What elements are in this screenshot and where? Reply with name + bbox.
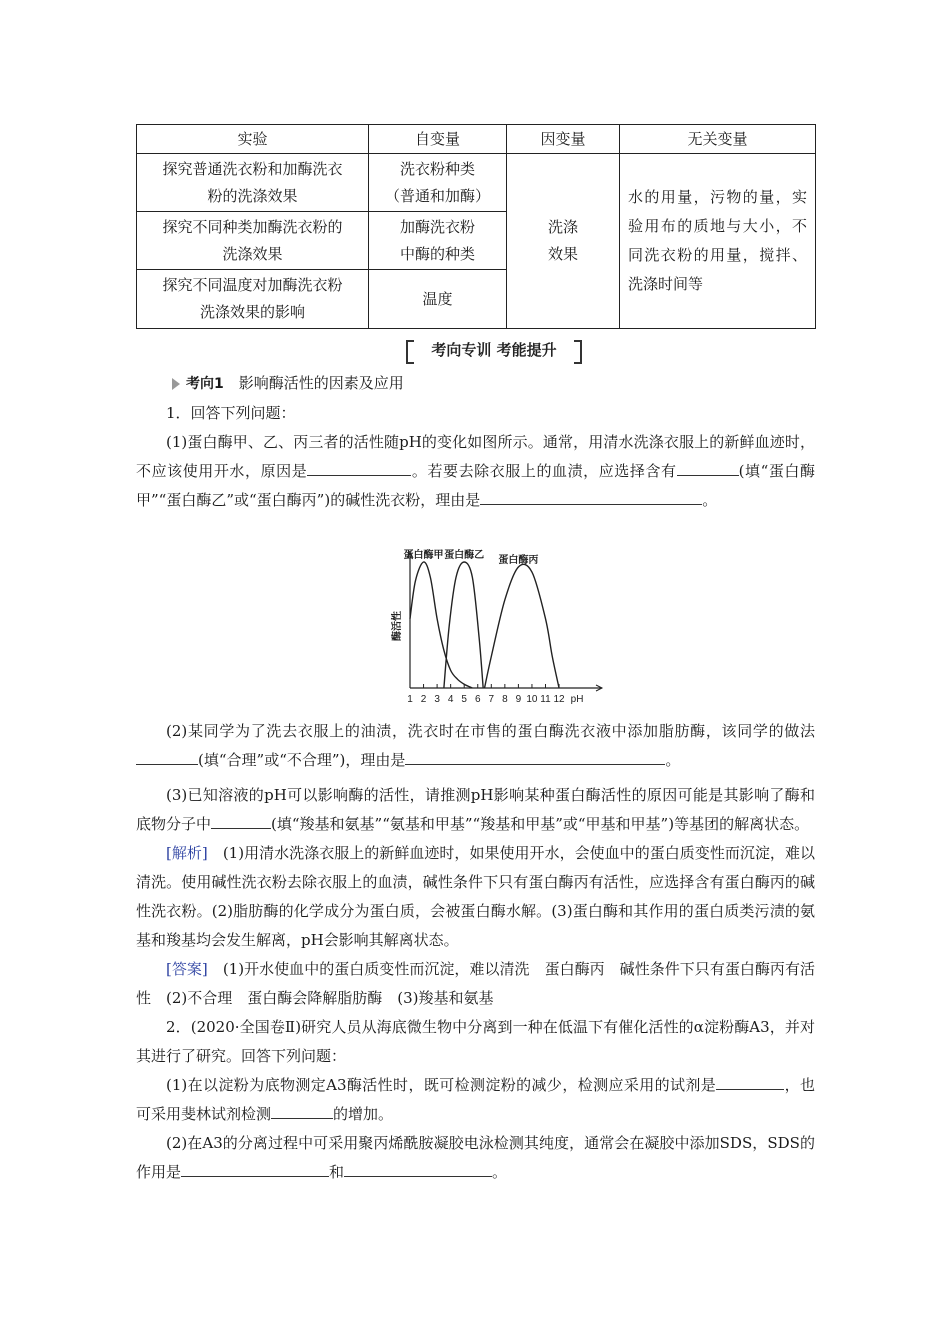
answer-blank[interactable] — [271, 1100, 333, 1119]
topic-label: 考向1 — [186, 376, 224, 392]
topic-heading — [136, 369, 815, 399]
triangle-icon — [172, 378, 180, 390]
cell-line: 洗涤 — [547, 218, 578, 236]
x-tick-label: 7 — [488, 694, 495, 705]
question-1-block — [136, 369, 815, 515]
q1-p2-text-b: (填“合理”或“不合理”)，理由是 — [198, 751, 406, 769]
topic-title: 影响酶活性的因素及应用 — [238, 374, 404, 392]
cell-line: 温度 — [422, 289, 453, 308]
x-axis-label: pH — [570, 694, 584, 705]
cell-line: 加酶洗衣粉 — [399, 217, 475, 236]
cell-line: 探究不同种类加酶洗衣粉的 — [162, 217, 343, 236]
answer-blank[interactable] — [405, 746, 649, 765]
answer-blank[interactable] — [136, 746, 198, 765]
x-tick-label: 12 — [553, 694, 565, 705]
experiment-table — [136, 124, 816, 329]
iv-cell — [369, 270, 507, 329]
answer-blank[interactable] — [649, 746, 665, 765]
table-header: 无关变量 — [620, 125, 816, 154]
table-header: 因变量 — [507, 125, 620, 154]
question-1-rest — [136, 717, 815, 1187]
answer-text: (1)开水使血中的蛋白质变性而沉淀，难以清洗 蛋白酶丙 碱性条件下只有蛋白酶丙有活性 (2)不合理 蛋白酶会降解脂肪酶 (3)羧基和氨基 — [136, 960, 815, 1007]
answer-tag: [答案] — [166, 960, 208, 978]
series-label: 蛋白酶乙 — [444, 550, 485, 561]
table-header: 自变量 — [369, 125, 507, 154]
x-tick-label: 9 — [515, 694, 522, 705]
bracket-left — [406, 340, 414, 364]
q1-analysis — [136, 839, 815, 955]
answer-blank[interactable] — [572, 486, 702, 505]
q2-intro: 2．(2020·全国卷Ⅱ)研究人员从海底微生物中分离到一种在低温下有催化活性的α淀粉酶A3，并对其进行了研究。回答下列问题： — [136, 1018, 815, 1065]
q1-part-3 — [136, 781, 815, 839]
series-label: 蛋白酶甲 — [403, 550, 444, 561]
q2-p1-text-a: (1)在以淀粉为底物测定A3酶活性时，既可检测淀粉的减少，检测应采用的试剂是 — [166, 1076, 717, 1094]
table-header: 实验 — [137, 125, 369, 154]
experiment-cell — [137, 212, 369, 270]
q2-part-2 — [136, 1129, 815, 1187]
q2-p2-text-b: 和 — [329, 1163, 345, 1181]
banner-title: 考向专训 考能提升 — [431, 341, 557, 359]
x-tick-label: 5 — [461, 694, 467, 705]
q2-p1-text-b: ，也可采用斐林试剂检测 — [136, 1076, 815, 1123]
y-axis-label: 酶活性 — [392, 611, 403, 641]
answer-blank[interactable] — [716, 1071, 750, 1090]
answer-blank[interactable] — [181, 1158, 329, 1177]
q1-p2-text-c: 。 — [665, 751, 681, 769]
iv-cell — [369, 212, 507, 270]
q1-p1-text-c: (填“蛋白酶甲”“蛋白酶乙”或“蛋白酶丙”)的碱性洗衣粉，理由是 — [136, 462, 815, 509]
x-tick-label: 8 — [502, 694, 508, 705]
series-line — [410, 562, 472, 688]
x-tick-label: 11 — [540, 694, 551, 705]
x-tick-label: 3 — [434, 694, 440, 705]
experiment-cell — [137, 154, 369, 212]
cell-line: 粉的洗涤效果 — [207, 186, 298, 205]
cell-line: 洗衣粉种类 — [399, 159, 475, 178]
cell-line: 洗涤效果的影响 — [199, 303, 305, 321]
x-tick-label: 1 — [407, 694, 413, 705]
q1-p1-text-a: (1)蛋白酶甲、乙、丙三者的活性随pH的变化如图所示。通常，用清水洗涤衣服上的新鲜血迹时，不应该使用开水，原因是 — [136, 433, 815, 480]
q1-part-2 — [136, 717, 815, 775]
q1-p3-text-b: (填“羧基和氨基”“氨基和甲基”“羧基和甲基”或“甲基和甲基”)等基团的解离状态。 — [271, 815, 810, 833]
answer-blank[interactable] — [344, 1158, 492, 1177]
q2-p2-text-a: (2)在A3的分离过程中可采用聚丙烯酰胺凝胶电泳检测其纯度，通常会在凝胶中添加SDS，SDS的作用是 — [136, 1134, 815, 1181]
q1-p3-text-a: (3)已知溶液的pH可以影响酶的活性，请推测pH影响某种蛋白酶活性的原因可能是其影响了酶和底物分子中 — [136, 786, 815, 833]
cell-line: 洗涤效果 — [222, 244, 283, 263]
answer-blank[interactable] — [480, 486, 572, 505]
enzyme-activity-chart — [370, 546, 610, 710]
q1-answer — [136, 955, 815, 1013]
cell-line: （普通和加酶） — [384, 186, 490, 205]
q2-part-1 — [136, 1071, 815, 1129]
q1-p2-text-a: (2)某同学为了洗去衣服上的油渍，洗衣时在市售的蛋白酶洗衣液中添加脂肪酶，该同学的做法 — [166, 722, 815, 740]
q1-p1-text-d: 。 — [702, 491, 718, 509]
q2-p1-text-c: 的增加。 — [333, 1105, 394, 1123]
analysis-text: (1)用清水洗涤衣服上的新鲜血迹时，如果使用开水，会使血中的蛋白质变性而沉淀，难以清洗。使用碱性洗衣粉去除衣服上的血渍，碱性条件下只有蛋白酶丙有活性，应选择含有蛋白酶丙的碱性洗衣粉。(2)脂肪酶的化学成分为蛋白质，会被蛋白酶水解。(3)蛋白酶和其作用的蛋白质类污渍的氨基和羧基均会发生解离，pH会影响其解离状态。 — [136, 844, 815, 949]
x-tick-label: 2 — [420, 694, 427, 705]
q1-part-1 — [136, 428, 815, 515]
iv-cell — [369, 154, 507, 212]
answer-blank[interactable] — [307, 457, 411, 476]
answer-blank[interactable] — [677, 457, 739, 476]
answer-blank[interactable] — [211, 810, 271, 829]
bracket-right — [574, 340, 582, 364]
experiment-cell — [137, 270, 369, 329]
dv-cell — [507, 154, 620, 329]
section-banner — [406, 336, 582, 364]
series-line — [485, 564, 560, 688]
cell-line: 探究不同温度对加酶洗衣粉 — [162, 276, 343, 294]
x-tick-label: 6 — [474, 694, 481, 705]
series-label: 蛋白酶丙 — [498, 555, 539, 567]
cell-line: 探究普通洗衣粉和加酶洗衣 — [162, 159, 343, 178]
analysis-tag: [解析] — [166, 844, 208, 862]
x-tick-label: 4 — [447, 694, 454, 705]
answer-blank[interactable] — [750, 1071, 784, 1090]
q2-p2-text-c: 。 — [492, 1163, 508, 1181]
cell-line: 效果 — [547, 245, 578, 263]
q1-p1-text-b: 。若要去除衣服上的血渍，应选择含有 — [411, 462, 677, 480]
q1-intro: 1．回答下列问题： — [166, 404, 296, 422]
cell-line: 中酶的种类 — [399, 244, 475, 263]
table-header-row — [137, 125, 816, 154]
x-tick-label: 10 — [526, 694, 538, 705]
table-row — [137, 154, 816, 212]
irrelevant-cell: 水的用量，污物的量，实验用布的质地与大小，不同洗衣粉的用量，搅拌、洗涤时间等 — [620, 154, 816, 329]
